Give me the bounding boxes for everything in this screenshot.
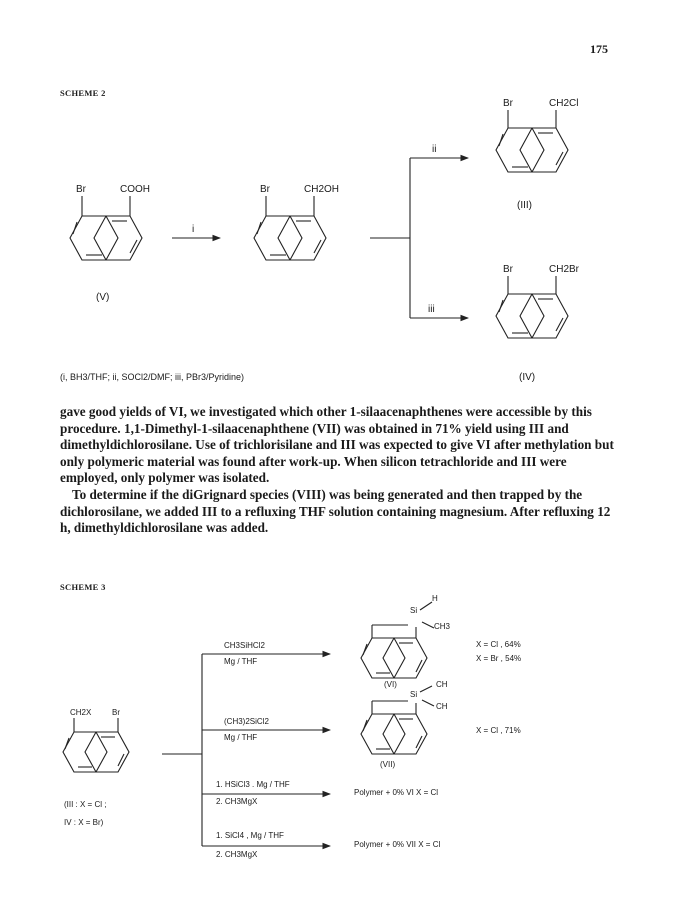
scheme-2-diagram xyxy=(0,0,680,400)
compound-iii-label: (III) xyxy=(517,200,532,211)
compound-iv-br: Br xyxy=(503,264,513,275)
route1-h: H xyxy=(432,594,438,603)
compound-vi-structure xyxy=(361,602,434,678)
route2-si: Si xyxy=(410,690,418,699)
route2-reagent-bottom: Mg / THF xyxy=(224,733,258,742)
route1-yield-2: X = Br , 54% xyxy=(476,654,522,663)
route2-ch-a: CH xyxy=(436,680,448,689)
compound-iii-ch2cl: CH2Cl xyxy=(549,98,579,109)
compound-v-structure xyxy=(70,196,142,260)
start-ch2x: CH2X xyxy=(70,708,92,717)
arrow-iii-label: iii xyxy=(428,304,435,315)
scheme-3-branches xyxy=(162,654,330,846)
route1-yield-1: X = Cl , 64% xyxy=(476,640,521,649)
route1-ch3: CH3 xyxy=(434,622,451,631)
route4-reagent-top: 1. SiCl4 , Mg / THF xyxy=(216,831,284,840)
body-text xyxy=(60,404,620,537)
intermediate-ch2oh: CH2OH xyxy=(304,184,340,195)
route4-reagent-bottom: 2. CH3MgX xyxy=(216,850,258,859)
start-note-1: (III : X = Cl ; xyxy=(64,800,107,809)
page-number: 175 xyxy=(590,42,608,56)
arrow-i-label: i xyxy=(192,224,195,235)
compound-iv-ch2br: CH2Br xyxy=(549,264,580,275)
compound-vi-label: (VI) xyxy=(384,680,397,689)
route3-reagent-bottom: 2. CH3MgX xyxy=(216,797,258,806)
scheme-2-caption: (i, BH3/THF; ii, SOCl2/DMF; iii, PBr3/Pyridine) xyxy=(60,372,245,382)
route3-reagent-top: 1. HSiCl3 . Mg / THF xyxy=(216,780,290,789)
route1-reagent-bottom: Mg / THF xyxy=(224,657,258,666)
compound-v-cooh: COOH xyxy=(120,184,150,195)
start-note-2: IV : X = Br) xyxy=(64,818,104,827)
route1-si: Si xyxy=(410,606,418,615)
route4-result: Polymer + 0% VII X = Cl xyxy=(354,840,441,849)
branch-lines xyxy=(370,158,468,318)
paragraph-2: To determine if the diGrignard species (VIII) was being generated and then trapped by the dichlorosilane, we added III to a refluxing THF solution containing magnesium. After refluxing 12 h, dimethyldichlorosilane was added. xyxy=(60,486,611,536)
compound-v-label: (V) xyxy=(96,292,110,303)
scheme-2-label: SCHEME 2 xyxy=(60,88,106,98)
paragraph-1: gave good yields of VI, we investigated which other 1-silaacenaphthenes were accessible by this procedure. 1,1-Dimethyl-1-silaacenaphthene (VII) was obtained in 71% yield using III and dimethyldichlorosilane. Use of trichlorisilane and III was expected to give VI after methylation but only polymeric material was found after work-up. When silicon tetrachloride and III were employed, only polymer was isolated. xyxy=(60,404,614,486)
compound-iii-structure xyxy=(496,110,568,172)
route2-reagent-top: (CH3)2SiCl2 xyxy=(224,717,269,726)
arrow-ii-label: ii xyxy=(432,144,437,155)
compound-v-br: Br xyxy=(76,184,86,195)
route2-yield: X = Cl , 71% xyxy=(476,726,521,735)
scheme-3-diagram xyxy=(0,590,680,900)
compound-iv-structure xyxy=(496,276,568,338)
compound-iv-label: (IV) xyxy=(519,372,536,383)
route3-result: Polymer + 0% VI X = Cl xyxy=(354,788,439,797)
route2-ch-b: CH xyxy=(436,702,448,711)
compound-vii-label: (VII) xyxy=(380,760,396,769)
route1-reagent-top: CH3SiHCl2 xyxy=(224,641,265,650)
intermediate-structure xyxy=(254,196,326,260)
compound-iii-br: Br xyxy=(503,98,513,109)
intermediate-br: Br xyxy=(260,184,270,195)
start-br: Br xyxy=(112,708,120,717)
scheme-3-label: SCHEME 3 xyxy=(60,582,106,592)
compound-vii-structure xyxy=(361,686,434,754)
starting-material-structure xyxy=(63,718,129,772)
